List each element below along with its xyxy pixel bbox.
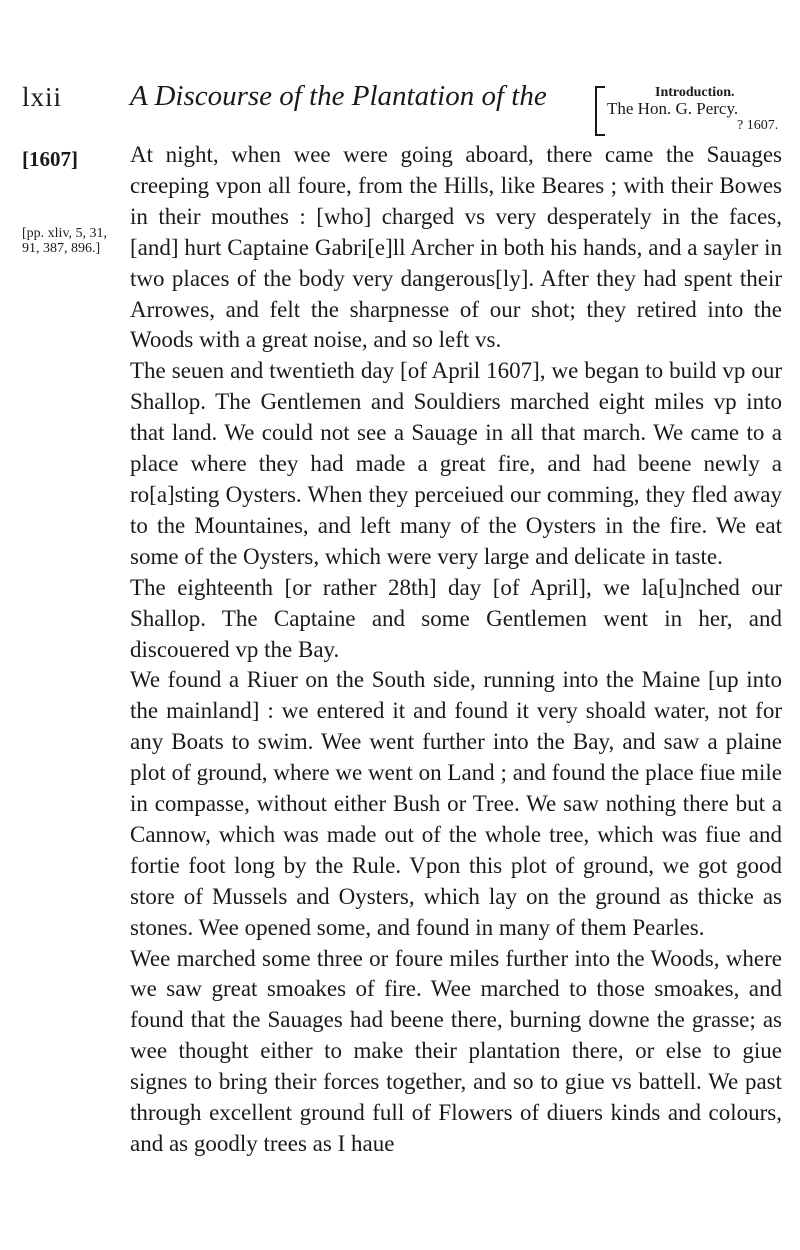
paragraph: The eighteenth [or rather 28th] day [of April], we la[u]nched our Shallop. The Captaine and some Gentlemen went in her, and discouered vp the Bay. [130, 574, 782, 662]
section-label: Introduction. [655, 85, 735, 100]
date-label: ? 1607. [737, 118, 779, 133]
running-title: A Discourse of the Plantation of the [130, 80, 547, 112]
margin-year: [1607] [22, 147, 78, 171]
paragraph: We found a Riuer on the South side, running into the Maine [up into the mainland] : we entered it and found it very shoald water, not for any Boats to swim. Wee went further into the Bay, and saw a plaine plot of ground, where we went on Land ; and found the place fiue mile in compasse, without either Bush or Tree. We saw nothing there but a Cannow, which was made out of the whole tree, which was fiue and fortie foot long by the Rule. Vpon this plot of ground, we got good store of Mussels and Oysters, which lay on the ground as thicke as stones. Wee opened some, and found in many of them Pearles. [130, 667, 782, 940]
section-header-box [595, 86, 795, 134]
bracket-decoration [595, 86, 605, 136]
page-number: lxii [22, 82, 63, 112]
margin-reference: [pp. xliv, 5, 31, 91, 387, 896.] [22, 226, 108, 256]
author-label: The Hon. G. Percy. [607, 99, 739, 118]
paragraph: The seuen and twentieth day [of April 1607], we began to build vp our Shallop. The Gentlemen and Souldiers marched eight miles vp into that land. We could not see a Sauage in all that march. We came to a place where they had made a great fire, and had beene newly a ro[a]sting Oysters. When they perceiued our comming, they fled away to the Mountaines, and left many of the Oysters in the fire. We eat some of the Oysters, which were very large and delicate in taste. [130, 358, 782, 569]
body-text [130, 140, 782, 1160]
paragraph: At night, when wee were going aboard, there came the Sauages creeping vpon all foure, from the Hills, like Beares ; with their Bowes in their mouthes : [who] charged vs very desperately in the faces, [and] hurt Captaine Gabri[e]ll Archer in both his hands, and a sayler in two places of the body very dangerous[ly]. After they had spent their Arrowes, and felt the sharpnesse of our shot; they retired into the Woods with a great noise, and so left vs. [130, 142, 782, 353]
paragraph: Wee marched some three or foure miles further into the Woods, where we saw great smoakes of fire. Wee marched to those smoakes, and found that the Sauages had beene there, burning downe the grasse; as wee thought either to make their plantation there, or else to giue signes to bring their forces together, and so to giue vs battell. We past through excellent ground full of Flowers of diuers kinds and colours, and as goodly trees as I haue [130, 945, 782, 1156]
